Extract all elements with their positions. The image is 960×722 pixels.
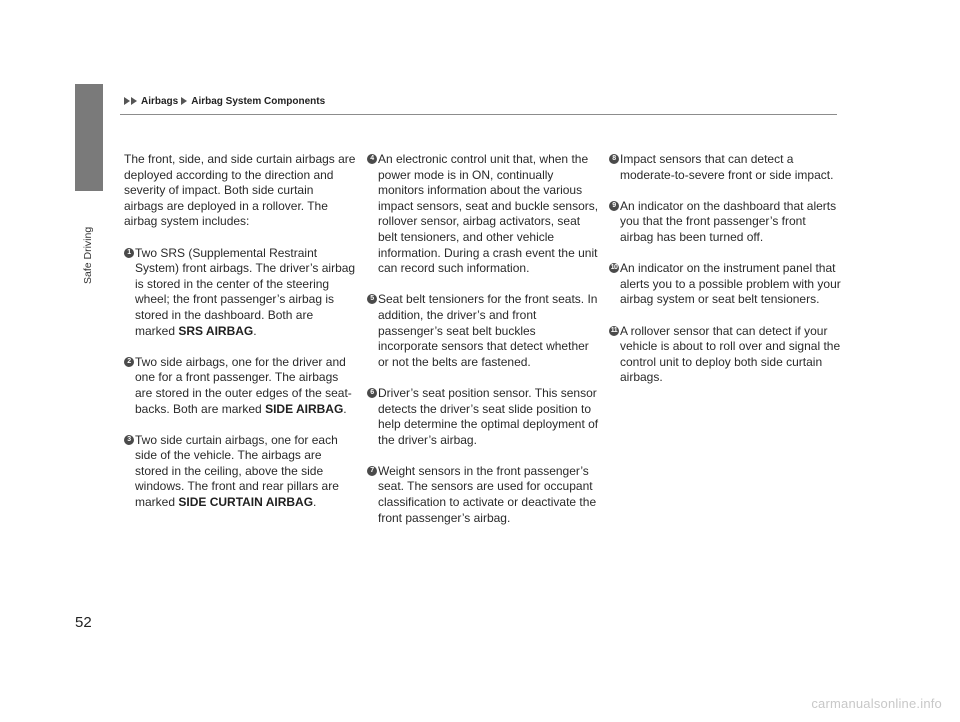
- list-item: [124, 433, 356, 511]
- watermark: carmanualsonline.info: [811, 696, 942, 711]
- page-number: 52: [75, 614, 92, 631]
- item-suffix: .: [253, 323, 257, 338]
- item-suffix: .: [313, 495, 317, 510]
- item-marking: SIDE AIRBAG: [265, 401, 344, 416]
- number-badge-icon: 11: [610, 326, 618, 334]
- item-text: Seat belt tensioners for the front seats. In addition, the driver’s and front passenger’s seat belt buckles incorporate sensors that detect whether or not the belts are fastened.: [378, 292, 598, 369]
- breadcrumb: [124, 94, 328, 108]
- intro-paragraph: The front, side, and side curtain airbags are deployed according to the direction and severity of impact. Both side curtain airbags are deployed in a rollover. The airbag system includes:: [124, 152, 356, 229]
- list-item: [367, 292, 599, 370]
- item-suffix: .: [343, 401, 347, 416]
- item-text: An indicator on the instrument panel that alerts you to a possible problem with your airbag system or seat belt tensioners.: [620, 261, 841, 307]
- header-divider: [120, 114, 837, 115]
- item-text: An electronic control unit that, when the power mode is in ON, continually monitors information about the various impact sensors, seat and buckle sensors, rollover sensor, airbag activators, seat belt tensioners, and other vehicle information. During a crash event the unit can record such information.: [378, 152, 599, 276]
- breadcrumb-item-components[interactable]: Airbag System Components: [191, 95, 326, 107]
- list-item: [609, 324, 841, 386]
- column-3: [609, 152, 841, 402]
- number-badge-icon: 4: [367, 154, 377, 164]
- item-text: Two SRS (Supplemental Restraint System) front airbags. The driver’s airbag is stored in the center of the steering wheel; the front passenger’s airbag is stored in the dashboard. Both are marked: [135, 245, 356, 338]
- number-badge-icon: 8: [609, 154, 619, 164]
- item-marking: SIDE CURTAIN AIRBAG: [178, 495, 314, 510]
- list-item: [367, 152, 599, 277]
- number-badge-icon: 10: [610, 264, 618, 272]
- item-text: A rollover sensor that can detect if your vehicle is about to roll over and signal the control unit to deploy both side curtain airbags.: [620, 323, 841, 385]
- list-item: [367, 386, 599, 448]
- breadcrumb-arrow-icon: [124, 97, 138, 105]
- column-1: [124, 152, 356, 526]
- list-item: [124, 246, 356, 340]
- item-text: Weight sensors in the front passenger’s seat. The sensors are used for occupant classification to activate or deactivate the front passenger’s airbag.: [378, 463, 597, 525]
- number-badge-icon: 6: [367, 388, 377, 398]
- section-tab-marker: [75, 84, 103, 191]
- number-badge-icon: 9: [609, 201, 619, 211]
- item-text: Two side airbags, one for the driver and one for a front passenger. The airbags are stored in the outer edges of the seat-backs. Both are marked: [135, 354, 352, 416]
- list-item: [367, 464, 599, 526]
- breadcrumb-item-airbags[interactable]: Airbags: [141, 95, 179, 107]
- section-label: Safe Driving: [82, 226, 94, 284]
- list-item: [609, 152, 841, 183]
- item-text: Driver’s seat position sensor. This sensor detects the driver’s seat slide position to help determine the optimal deployment of the driver’s airbag.: [378, 385, 599, 447]
- list-item: [609, 199, 841, 246]
- breadcrumb-arrow-icon: [181, 97, 188, 105]
- number-badge-icon: 5: [367, 294, 377, 304]
- number-badge-icon: 7: [367, 466, 377, 476]
- number-badge-icon: 3: [124, 435, 134, 445]
- number-badge-icon: 2: [124, 357, 134, 367]
- item-text: An indicator on the dashboard that alerts you that the front passenger’s front airbag has been turned off.: [620, 198, 837, 244]
- item-marking: SRS AIRBAG: [178, 323, 254, 338]
- column-2: [367, 152, 599, 542]
- item-text: Two side curtain airbags, one for each side of the vehicle. The airbags are stored in the ceiling, above the side windows. The front and rear pillars are marked: [135, 432, 339, 510]
- list-item: [124, 355, 356, 417]
- list-item: [609, 261, 841, 308]
- number-badge-icon: 1: [124, 248, 134, 258]
- item-text: Impact sensors that can detect a moderate-to-severe front or side impact.: [620, 152, 834, 182]
